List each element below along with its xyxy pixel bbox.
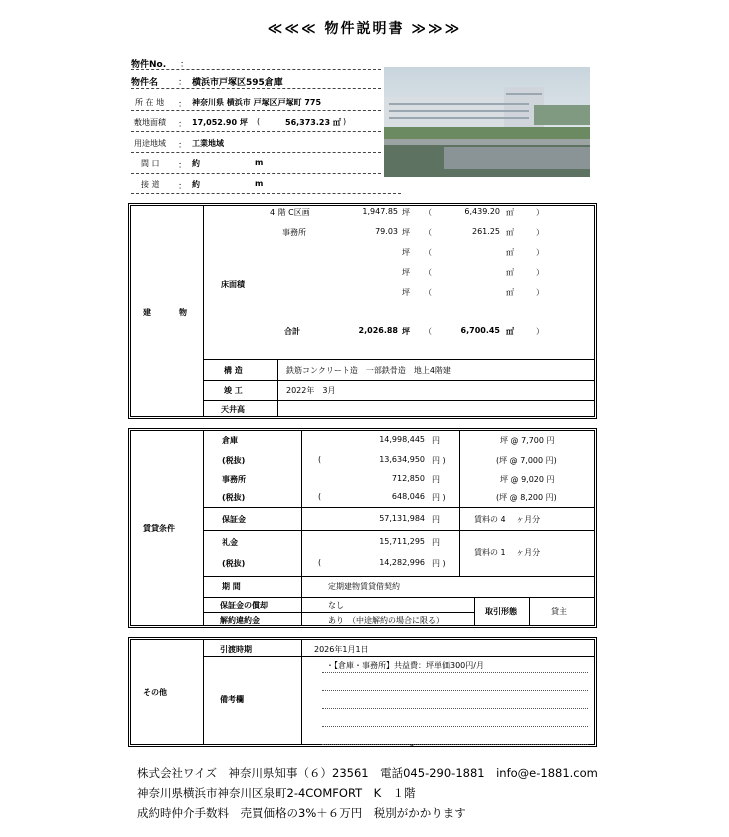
remarks-dotted-line — [322, 690, 588, 691]
remarks-dotted-line — [322, 672, 588, 673]
footer-fee: 成約時仲介手数料 売買価格の3%＋６万円 税別がかかります — [137, 806, 466, 820]
remarks-dotted-line — [322, 744, 588, 745]
floor-row-paren-open: （ — [424, 268, 432, 277]
key-money-note: 賃料の 1 ヶ月分 — [474, 548, 541, 557]
floor-row-paren-open: （ — [424, 208, 432, 217]
colon: ： — [178, 141, 188, 151]
divider — [203, 206, 204, 416]
floor-row-sqm: 261.25 — [472, 227, 500, 236]
access-label: 接 道 — [141, 180, 160, 189]
office-tax-excl-unit: 円 ) — [432, 493, 446, 502]
paren-open: ( — [257, 117, 261, 126]
warehouse-tax-excl-tsubo: (坪 @ 7,000 円) — [496, 456, 557, 465]
caret-mark: ^ — [409, 744, 415, 752]
divider — [203, 656, 594, 657]
floor-row-name: 事務所 — [282, 228, 306, 237]
divider — [131, 69, 381, 70]
document-title: ≪≪≪ 物件説明書 ≫≫≫ — [267, 21, 462, 37]
office-amount: 712,850 — [391, 474, 425, 483]
warehouse-tax-excl-label: (税抜) — [222, 456, 246, 465]
divider — [131, 110, 381, 111]
handover-value: 2026年1月1日 — [314, 645, 369, 654]
colon: ： — [178, 120, 188, 130]
divider — [203, 380, 594, 381]
divider — [203, 530, 594, 531]
zoning-value: 工業地域 — [192, 139, 224, 148]
floor-row-name: 4 階 C区画 — [270, 208, 310, 217]
colon: ： — [178, 100, 188, 110]
total-label: 合計 — [284, 327, 300, 336]
footer-address: 神奈川県横浜市神奈川区泉町2-4COMFORT K １階 — [137, 786, 416, 800]
land-area-sqm: 56,373.23 ㎡ — [285, 118, 341, 127]
floor-row-sqm-unit: ㎡ — [506, 208, 514, 217]
paren-close: ) — [343, 117, 347, 126]
divider — [203, 597, 594, 598]
lease-section-label: 賃貸条件 — [143, 524, 175, 533]
property-no-colon: ： — [180, 60, 190, 70]
total-tsubo: 2,026.88 — [358, 326, 398, 335]
floor-row-sqm-unit: ㎡ — [506, 288, 514, 297]
deposit-note: 賃料の 4 ヶ月分 — [474, 515, 541, 524]
warehouse-unit: 円 — [432, 436, 440, 445]
floor-row-paren-close: ） — [536, 288, 544, 297]
warehouse-tax-excl-unit: 円 ) — [432, 456, 446, 465]
property-name-label: 物件名 — [131, 78, 159, 88]
penalty-value: あり （中途解約の場合に限る） — [328, 616, 444, 625]
warehouse-tsubo-price: 坪 @ 7,700 円 — [500, 436, 555, 445]
total-paren-open: （ — [424, 327, 432, 336]
frontage-label: 間 口 — [141, 159, 160, 168]
land-area-label: 敷地面積 — [134, 118, 166, 127]
warehouse-amount: 14,998,445 — [379, 435, 425, 444]
divider — [131, 193, 401, 194]
office-tax-excl-label: (税抜) — [222, 493, 246, 502]
key-money-tax-excl-unit: 円 ) — [432, 559, 446, 568]
handover-label: 引渡時期 — [220, 645, 252, 654]
access-unit: m — [255, 179, 264, 188]
floor-row-tsubo-unit: 坪 — [402, 288, 410, 297]
divider — [474, 597, 475, 625]
remarks-label: 備考欄 — [220, 695, 244, 704]
office-tax-excl-tsubo: (坪 @ 8,200 円) — [496, 493, 557, 502]
colon: ： — [178, 161, 188, 171]
other-section-label: その他 — [143, 688, 167, 697]
divider — [203, 400, 594, 401]
ceiling-label: 天井高 — [221, 405, 245, 414]
floor-row-paren-open: （ — [424, 248, 432, 257]
divider — [131, 88, 381, 89]
zoning-label: 用途地域 — [134, 139, 166, 148]
key-money-tax-excl-label: (税抜) — [222, 559, 246, 568]
property-name-value: 横浜市戸塚区595倉庫 — [192, 78, 283, 88]
floor-row-sqm-unit: ㎡ — [506, 248, 514, 257]
floor-row-sqm: 6,439.20 — [464, 207, 500, 216]
transaction-type-value: 貸主 — [551, 607, 567, 616]
floor-row-tsubo-unit: 坪 — [402, 228, 410, 237]
floor-row-paren-close: ） — [536, 228, 544, 237]
structure-label: 構 造 — [224, 366, 243, 375]
term-label: 期 間 — [222, 582, 241, 591]
location-value: 神奈川県 横浜市 戸塚区戸塚町 775 — [192, 98, 322, 107]
paren-open: ( — [318, 455, 322, 464]
office-tax-excl-amount: 648,046 — [391, 492, 425, 501]
floor-row-tsubo: 79.03 — [375, 227, 398, 236]
key-money-amount: 15,711,295 — [379, 537, 425, 546]
term-value: 定期建物賃貸借契約 — [328, 582, 400, 591]
total-sqm: 6,700.45 — [460, 326, 500, 335]
building-photo — [384, 67, 590, 177]
deposit-unit: 円 — [432, 515, 440, 524]
floor-row-sqm-unit: ㎡ — [506, 268, 514, 277]
warehouse-label: 倉庫 — [222, 436, 238, 445]
deposit-amount: 57,131,984 — [379, 514, 425, 523]
floor-row-tsubo-unit: 坪 — [402, 208, 410, 217]
remarks-line-text: ・【倉庫・事務所】共益費：坪単価300円/月 — [326, 661, 484, 670]
floor-row-paren-close: ） — [536, 208, 544, 217]
divider — [203, 431, 204, 625]
divider — [203, 612, 474, 613]
land-area-tsubo: 17,052.90 坪 — [192, 118, 248, 127]
floor-row-paren-open: （ — [424, 288, 432, 297]
divider — [459, 431, 460, 576]
key-money-label: 礼金 — [222, 538, 238, 547]
total-sqm-unit: ㎡ — [506, 327, 514, 336]
divider — [203, 359, 594, 360]
key-money-tax-excl-amount: 14,282,996 — [379, 558, 425, 567]
deposit-amortization-value: なし — [328, 601, 344, 610]
colon: ： — [178, 182, 188, 192]
frontage-value: 約 — [192, 159, 200, 168]
floor-row-sqm-unit: ㎡ — [506, 228, 514, 237]
office-label: 事務所 — [222, 475, 246, 484]
colon: ： — [178, 78, 188, 88]
remarks-dotted-line — [322, 708, 588, 709]
paren-open: ( — [318, 558, 322, 567]
completion-label: 竣 工 — [224, 386, 243, 395]
divider — [131, 173, 381, 174]
structure-value: 鉄筋コンクリート造 一部鉄骨造 地上4階建 — [286, 366, 451, 375]
floor-row-tsubo-unit: 坪 — [402, 248, 410, 257]
divider — [131, 152, 381, 153]
deposit-amortization-label: 保証金の償却 — [220, 601, 268, 610]
divider — [203, 576, 594, 577]
divider — [131, 131, 381, 132]
completion-value: 2022年 3月 — [286, 386, 336, 395]
total-tsubo-unit: 坪 — [402, 327, 410, 336]
office-tsubo-price: 坪 @ 9,020 円 — [500, 475, 555, 484]
divider — [529, 597, 530, 625]
office-unit: 円 — [432, 475, 440, 484]
building-section-label: 建 物 — [143, 308, 197, 317]
floor-row-tsubo-unit: 坪 — [402, 268, 410, 277]
deposit-label: 保証金 — [222, 515, 246, 524]
floor-row-paren-close: ） — [536, 268, 544, 277]
floor-area-label: 床面積 — [221, 280, 245, 289]
remarks-dotted-line — [322, 726, 588, 727]
floor-row-paren-open: （ — [424, 228, 432, 237]
divider — [301, 431, 302, 625]
frontage-unit: m — [255, 158, 264, 167]
property-no-label: 物件No. — [131, 60, 167, 70]
divider — [277, 359, 278, 416]
footer-company: 株式会社ワイズ 神奈川県知事（６）23561 電話045-290-1881 info@e-1881.com — [137, 766, 598, 780]
access-value: 約 — [192, 180, 200, 189]
transaction-type-label: 取引形態 — [485, 607, 517, 616]
floor-row-tsubo: 1,947.85 — [362, 207, 398, 216]
penalty-label: 解約違約金 — [220, 616, 260, 625]
key-money-unit: 円 — [432, 538, 440, 547]
warehouse-tax-excl-amount: 13,634,950 — [379, 455, 425, 464]
divider — [203, 507, 594, 508]
paren-open: ( — [318, 492, 322, 501]
floor-row-paren-close: ） — [536, 248, 544, 257]
location-label: 所 在 地 — [135, 98, 165, 107]
total-paren-close: ） — [536, 327, 544, 336]
